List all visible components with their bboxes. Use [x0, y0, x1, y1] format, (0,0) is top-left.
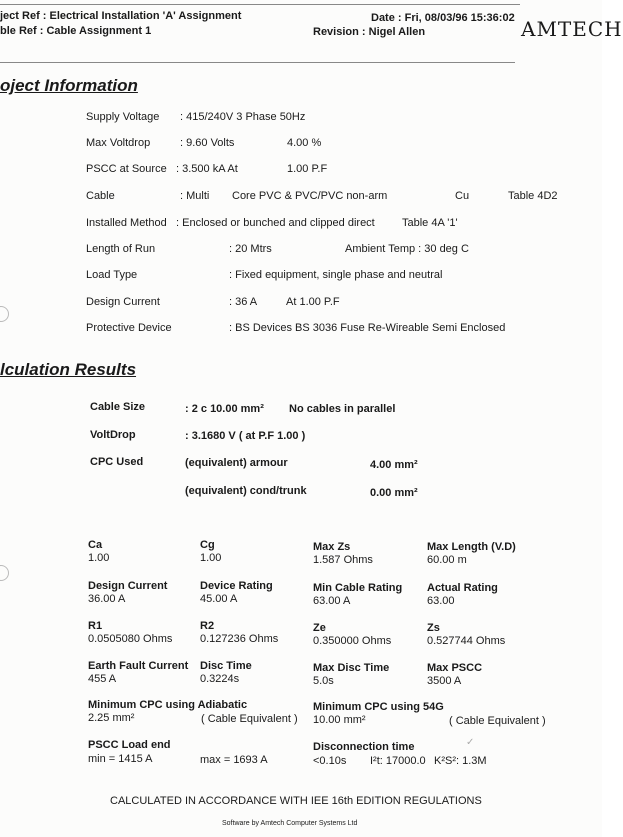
cpc-trunk-label: (equivalent) cond/trunk: [185, 485, 307, 497]
field-value: Table 4A '1': [402, 217, 458, 229]
result-label: Ca: [88, 539, 103, 551]
result-label: Zs: [427, 622, 440, 634]
field-value: Ambient Temp : 30 deg C: [345, 243, 469, 255]
result-value: 5.0s: [313, 675, 334, 687]
cable-size-value: : 2 c 10.00 mm²: [185, 403, 264, 415]
min-cpc-adiabatic-value: 2.25 mm²: [88, 712, 135, 724]
software-credit: Software by Amtech Computer Systems Ltd: [222, 820, 358, 827]
54g-note: ( Cable Equivalent ): [449, 715, 546, 727]
cpc-label: CPC Used: [90, 456, 144, 468]
result-value: 1.00: [200, 552, 222, 564]
field-label: Installed Method: [86, 217, 167, 229]
pscc-min: min = 1415 A: [88, 753, 153, 765]
field-value: : 9.60 Volts: [180, 137, 235, 149]
field-value: : 415/240V 3 Phase 50Hz: [180, 111, 306, 123]
project-ref: ject Ref : Electrical Installation 'A' Assignment: [0, 10, 242, 22]
cable-size-label: Cable Size: [90, 401, 146, 413]
date: Date : Fri, 08/03/96 15:36:02: [371, 12, 515, 24]
field-value: 4.00 %: [287, 137, 322, 149]
cable-ref: ble Ref : Cable Assignment 1: [0, 25, 152, 37]
field-label: Design Current: [86, 296, 160, 308]
check-mark-icon: ✓: [466, 737, 475, 748]
result-label: Max Disc Time: [313, 662, 390, 674]
disconnection-time-label: Disconnection time: [313, 741, 415, 753]
field-value: : Multi: [180, 190, 210, 202]
divider: [0, 4, 520, 5]
adiabatic-note: ( Cable Equivalent ): [201, 713, 298, 725]
revision: Revision : Nigel Allen: [313, 26, 426, 38]
field-value: : 36 A: [229, 296, 258, 308]
result-label: Max Zs: [313, 541, 351, 553]
punch-hole: [0, 306, 9, 322]
result-value: 63.00: [427, 595, 455, 607]
result-value: 0.0505080 Ohms: [88, 633, 173, 645]
pscc-max: max = 1693 A: [200, 754, 268, 766]
result-value: 0.3224s: [200, 673, 240, 685]
result-label: R2: [200, 620, 215, 632]
result-label: Actual Rating: [427, 582, 498, 594]
field-value: : 20 Mtrs: [229, 243, 272, 255]
result-value: 0.527744 Ohms: [427, 635, 506, 647]
result-label: Cg: [200, 539, 215, 551]
cpc-armour-value: 4.00 mm²: [370, 459, 418, 471]
result-value: 60.00 m: [427, 554, 467, 566]
result-value: 0.350000 Ohms: [313, 635, 392, 647]
field-label: Cable: [86, 190, 115, 202]
amtech-logo: AMTECH: [521, 17, 623, 41]
field-value: : Fixed equipment, single phase and neutral: [229, 269, 443, 281]
field-value: 1.00 P.F: [287, 163, 328, 175]
result-value: 63.00 A: [313, 595, 351, 607]
result-label: Min Cable Rating: [313, 582, 403, 594]
cpc-armour-label: (equivalent) armour: [185, 457, 288, 469]
min-cpc-54g-value: 10.00 mm²: [313, 714, 366, 726]
result-label: Design Current: [88, 580, 168, 592]
field-value: : 3.500 kA At: [176, 163, 238, 175]
pscc-load-end-label: PSCC Load end: [88, 739, 171, 751]
i2t-value: I²t: 17000.0: [370, 755, 426, 767]
parallel-note: No cables in parallel: [289, 403, 396, 415]
field-label: Length of Run: [86, 243, 156, 255]
result-value: 36.00 A: [88, 593, 126, 605]
field-label: Load Type: [86, 269, 138, 281]
cpc-trunk-value: 0.00 mm²: [370, 487, 418, 499]
result-value: 1.587 Ohms: [313, 554, 373, 566]
min-cpc-54g-label: Minimum CPC using 54G: [313, 701, 444, 713]
k2s2-value: K²S²: 1.3M: [434, 755, 487, 767]
field-value: Table 4D2: [508, 190, 558, 202]
field-label: Max Voltdrop: [86, 137, 151, 149]
field-value: : BS Devices BS 3036 Fuse Re-Wireable Semi Enclosed: [229, 322, 506, 334]
result-value: 0.127236 Ohms: [200, 633, 279, 645]
divider: [0, 62, 515, 63]
field-value: Core PVC & PVC/PVC non-arm: [232, 190, 388, 202]
field-value: Cu: [455, 190, 470, 202]
section-project-information: oject Information: [0, 76, 138, 95]
result-value: 455 A: [88, 673, 117, 685]
voltdrop-value: : 3.1680 V ( at P.F 1.00 ): [185, 430, 306, 442]
result-value: 45.00 A: [200, 593, 238, 605]
regulations-note: CALCULATED IN ACCORDANCE WITH IEE 16th EDITION REGULATIONS: [110, 795, 482, 807]
result-value: 3500 A: [427, 675, 462, 687]
min-cpc-adiabatic-label: Minimum CPC using Adiabatic: [88, 699, 248, 711]
result-label: Ze: [313, 622, 326, 634]
field-label: Protective Device: [86, 322, 172, 334]
disconnection-time-value: <0.10s: [313, 755, 347, 767]
field-label: PSCC at Source: [86, 163, 167, 175]
field-label: Supply Voltage: [86, 111, 160, 123]
result-label: Earth Fault Current: [88, 660, 189, 672]
result-label: R1: [88, 620, 103, 632]
result-label: Device Rating: [200, 580, 273, 592]
result-label: Disc Time: [200, 660, 252, 672]
voltdrop-label: VoltDrop: [90, 429, 136, 441]
section-calculation-results: lculation Results: [0, 360, 137, 379]
result-label: Max PSCC: [427, 662, 483, 674]
result-label: Max Length (V.D): [427, 541, 516, 553]
result-value: 1.00: [88, 552, 110, 564]
field-value: : Enclosed or bunched and clipped direct: [176, 217, 375, 229]
field-value: At 1.00 P.F: [286, 296, 340, 308]
punch-hole: [0, 565, 9, 581]
